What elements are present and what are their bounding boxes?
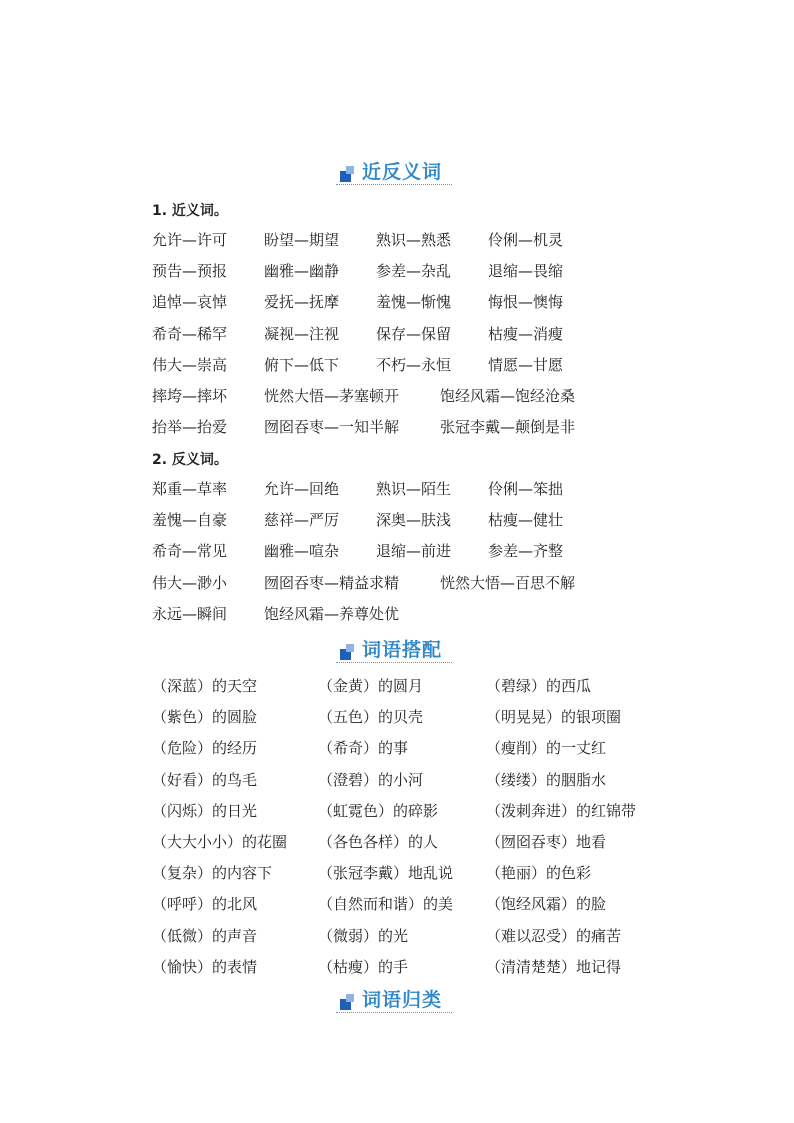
word-pair: （金黄）的圆月 bbox=[318, 677, 424, 695]
word-pair: 退缩—前进 bbox=[376, 542, 452, 561]
word-pair: 保存—保留 bbox=[376, 324, 452, 343]
word-pair: （饱经风霜）的脸 bbox=[486, 895, 607, 914]
word-pair: （澄碧）的小河 bbox=[318, 770, 424, 789]
word-pair: 摔垮—摔坏 bbox=[152, 387, 228, 405]
word-pair: （囫囵吞枣）地看 bbox=[486, 833, 607, 851]
title-underline bbox=[336, 1012, 452, 1013]
word-pair: 允许—回绝 bbox=[264, 480, 340, 498]
antonyms-heading: 2. 反义词。 bbox=[152, 452, 228, 468]
word-pair: 枯瘦—健壮 bbox=[488, 511, 564, 530]
word-pair: 希奇—常见 bbox=[152, 542, 228, 561]
word-pair: （瘦削）的一丈红 bbox=[486, 739, 607, 758]
word-pair: 盼望—期望 bbox=[264, 231, 340, 249]
word-pair: 深奥—肤浅 bbox=[376, 511, 452, 530]
word-pair: （张冠李戴）地乱说 bbox=[318, 864, 454, 883]
word-pair: 不朽—永恒 bbox=[376, 355, 452, 374]
word-pair: 参差—杂乱 bbox=[376, 262, 452, 281]
word-pair: 参差—齐整 bbox=[488, 542, 564, 561]
word-pair: 羞愧—惭愧 bbox=[376, 293, 452, 312]
word-pair: （枯瘦）的手 bbox=[318, 957, 409, 976]
word-pair: （泼刺奔进）的红锦带 bbox=[486, 801, 637, 820]
title-underline bbox=[336, 662, 452, 663]
word-pair: 悔恨—懊悔 bbox=[488, 293, 564, 312]
word-pair: 允许—许可 bbox=[152, 231, 228, 249]
word-pair: （碧绿）的西瓜 bbox=[486, 677, 592, 695]
word-pair: 俯下—低下 bbox=[264, 355, 340, 374]
word-pair: 囫囵吞枣—一知半解 bbox=[264, 418, 400, 437]
word-pair: 郑重—草率 bbox=[152, 480, 228, 498]
section-title: 词语归类 bbox=[362, 989, 443, 1011]
section-heading-collocations bbox=[0, 636, 794, 666]
square-bullet-icon bbox=[340, 994, 356, 1010]
word-pair: 饱经风霜—养尊处优 bbox=[264, 604, 400, 623]
word-pair: 幽雅—喧杂 bbox=[264, 542, 340, 561]
word-pair: （清清楚楚）地记得 bbox=[486, 957, 622, 976]
square-bullet-icon bbox=[340, 644, 356, 660]
word-pair: （危险）的经历 bbox=[152, 739, 258, 758]
word-pair: 恍然大悟—茅塞顿开 bbox=[264, 387, 400, 405]
word-pair: （低微）的声音 bbox=[152, 926, 258, 945]
word-pair: 爱抚—抚摩 bbox=[264, 293, 340, 312]
word-pair: 伶俐—机灵 bbox=[488, 231, 564, 249]
word-pair: 情愿—甘愿 bbox=[488, 355, 564, 374]
word-pair: 囫囵吞枣—精益求精 bbox=[264, 573, 400, 592]
word-pair: （明晃晃）的银项圈 bbox=[486, 708, 622, 727]
word-pair: 伶俐—笨拙 bbox=[488, 480, 564, 498]
word-pair: 枯瘦—消瘦 bbox=[488, 324, 564, 343]
word-pair: 饱经风霜—饱经沧桑 bbox=[440, 387, 576, 405]
word-pair: （微弱）的光 bbox=[318, 926, 409, 945]
word-pair: 羞愧—自豪 bbox=[152, 511, 228, 530]
word-pair: （好看）的鸟毛 bbox=[152, 770, 258, 789]
word-pair: 幽雅—幽静 bbox=[264, 262, 340, 281]
word-pair: （希奇）的事 bbox=[318, 739, 409, 758]
section-heading-antonyms-synonyms bbox=[0, 158, 794, 188]
word-pair: 熟识—熟悉 bbox=[376, 231, 452, 249]
word-pair: （虹霓色）的碎影 bbox=[318, 801, 439, 820]
word-pair: （呼呼）的北风 bbox=[152, 895, 258, 914]
word-pair: 抬举—抬爱 bbox=[152, 418, 228, 437]
section-heading-classification bbox=[0, 986, 794, 1016]
section-title: 近反义词 bbox=[362, 161, 443, 183]
word-pair: （紫色）的圆脸 bbox=[152, 708, 258, 727]
word-pair: 退缩—畏缩 bbox=[488, 262, 564, 281]
word-pair: （自然而和谐）的美 bbox=[318, 895, 454, 914]
word-pair: 慈祥—严厉 bbox=[264, 511, 340, 530]
word-pair: 伟大—渺小 bbox=[152, 573, 228, 592]
word-pair: 追悼—哀悼 bbox=[152, 293, 228, 312]
word-pair: 凝视—注视 bbox=[264, 324, 340, 343]
title-underline bbox=[336, 184, 452, 185]
word-pair: （深蓝）的天空 bbox=[152, 677, 258, 695]
word-pair: 永远—瞬间 bbox=[152, 604, 228, 623]
word-pair: （复杂）的内容下 bbox=[152, 864, 273, 883]
synonyms-heading: 1. 近义词。 bbox=[152, 203, 228, 219]
word-pair: （五色）的贝壳 bbox=[318, 708, 424, 727]
word-pair: 恍然大悟—百思不解 bbox=[440, 573, 576, 592]
word-pair: （缕缕）的胭脂水 bbox=[486, 770, 607, 789]
word-pair: （各色各样）的人 bbox=[318, 833, 439, 851]
section-title: 词语搭配 bbox=[362, 639, 443, 661]
word-pair: （艳丽）的色彩 bbox=[486, 864, 592, 883]
word-pair: （大大小小）的花圈 bbox=[152, 833, 288, 851]
word-pair: 伟大—崇高 bbox=[152, 355, 228, 374]
word-pair: （难以忍受）的痛苦 bbox=[486, 926, 622, 945]
square-bullet-icon bbox=[340, 166, 356, 182]
word-pair: 预告—预报 bbox=[152, 262, 228, 281]
word-pair: （愉快）的表情 bbox=[152, 957, 258, 976]
word-pair: 熟识—陌生 bbox=[376, 480, 452, 498]
word-pair: 希奇—稀罕 bbox=[152, 324, 228, 343]
word-pair: （闪烁）的日光 bbox=[152, 801, 258, 820]
word-pair: 张冠李戴—颠倒是非 bbox=[440, 418, 576, 437]
